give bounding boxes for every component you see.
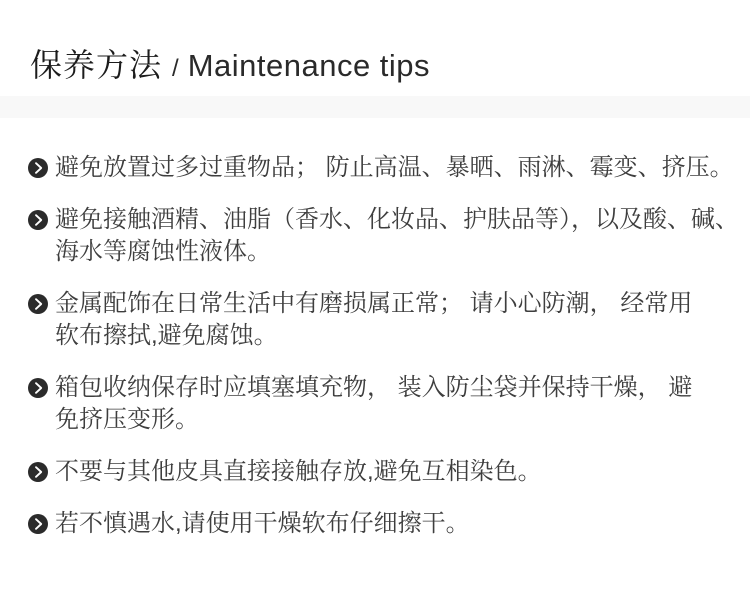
list-item: [28, 508, 750, 540]
tip-text-line: 免挤压变形。: [55, 406, 199, 433]
chevron-right-icon: [28, 158, 48, 178]
chevron-right-icon: [28, 462, 48, 482]
chevron-right-icon: [28, 294, 48, 314]
tips-list: [0, 152, 750, 540]
tip-text: [55, 288, 692, 352]
tip-text: [55, 152, 734, 184]
tip-text-line: 金属配饰在日常生活中有磨损属正常； 请小心防潮， 经常用: [55, 290, 693, 317]
tip-text-line: 海水等腐蚀性液体。: [55, 238, 271, 265]
list-item: [28, 372, 750, 436]
tip-text: [55, 204, 739, 268]
list-item: [28, 456, 750, 488]
list-item: [28, 152, 750, 184]
tip-text-line: 避免接触酒精、油脂（香水、化妆品、护肤品等），以及酸、碱、: [55, 206, 739, 233]
section-title-separator: /: [172, 55, 179, 82]
tip-text-line: 箱包收纳保存时应填塞填充物， 装入防尘袋并保持干燥， 避: [55, 374, 693, 401]
list-item: [28, 204, 750, 268]
tip-text-line: 软布擦拭,避免腐蚀。: [55, 322, 278, 349]
list-item: [28, 288, 750, 352]
chevron-right-icon: [28, 378, 48, 398]
chevron-right-icon: [28, 514, 48, 534]
tip-text-line: 若不慎遇水,请使用干燥软布仔细擦干。: [55, 510, 470, 537]
section-title-zh: 保养方法: [30, 47, 163, 83]
chevron-right-icon: [28, 210, 48, 230]
tip-text: [55, 372, 692, 436]
tip-text: [55, 456, 542, 488]
section-title-en: Maintenance tips: [187, 48, 431, 83]
tip-text-line: 避免放置过多过重物品； 防止高温、暴晒、雨淋、霉变、挤压。: [55, 154, 734, 181]
section-header: [0, 0, 750, 91]
tip-text: [55, 508, 470, 540]
divider-band: [0, 96, 750, 118]
tip-text-line: 不要与其他皮具直接接触存放,避免互相染色。: [55, 458, 542, 485]
